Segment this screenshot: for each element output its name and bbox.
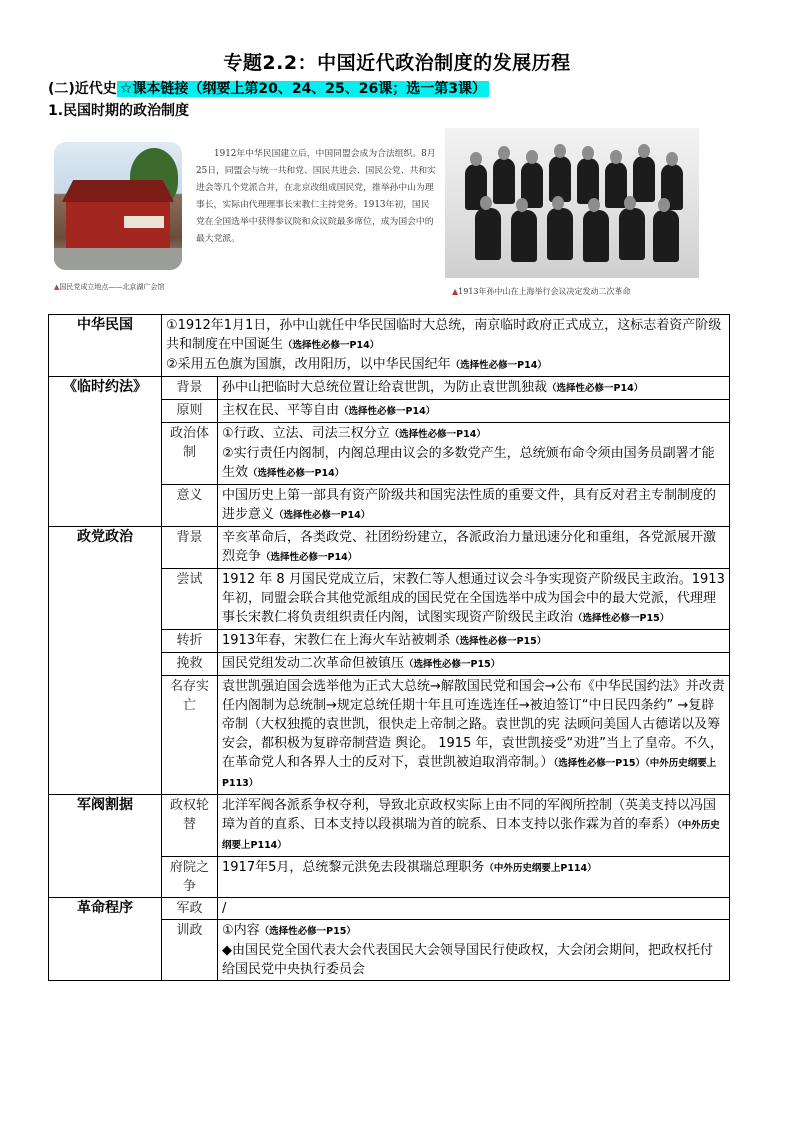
subcategory-cell: 意义 [162,485,218,527]
subcategory-cell: 挽救 [162,653,218,676]
table-row [49,377,730,400]
caption-marker-icon: ▲ [452,287,459,296]
category-cell: 革命程序 [49,898,162,981]
section-heading: 1.民国时期的政治制度 [48,103,190,119]
content-cell: 国民党组发动二次革命但被镇压（选择性必修一P15） [218,653,730,676]
subcategory-cell: 政治体制 [162,423,218,485]
category-cell: 政党政治 [49,527,162,795]
group-photo-1913 [445,128,699,278]
course-link-highlight: ☆课本链接（纲要上第20、24、25、26课；选一第3课） [117,81,489,97]
right-photo-caption: ▲1913年孙中山在上海举行会议决定发动二次革命 [452,287,631,296]
subcategory-cell: 背景 [162,527,218,569]
course-link-line [48,78,489,98]
content-cell: 孙中山把临时大总统位置让给袁世凯，为防止袁世凯独裁（选择性必修一P14） [218,377,730,400]
subcategory-cell: 转折 [162,630,218,653]
subcategory-cell: 政权轮替 [162,795,218,857]
content-cell: 中国历史上第一部具有资产阶级共和国宪法性质的重要文件，具有反对君主专制制度的进步意义（选择性必修一P14） [218,485,730,527]
content-cell: 北洋军阀各派系争权夺利，导致北京政权实际上由不同的军阀所控制（英美支持以冯国璋为首的直系、日本支持以段祺瑞为首的皖系、日本支持以张作霖为首的奉系）（中外历史纲要上P114） [218,795,730,857]
content-cell: 1917年5月，总统黎元洪免去段祺瑞总理职务（中外历史纲要上P114） [218,857,730,898]
subcategory-cell: 训政 [162,920,218,981]
caption-marker-icon: ▲ [54,283,60,291]
content-cell: 辛亥革命后，各类政党、社团纷纷建立，各派政治力量迅速分化和重组，各党派展开激烈竞争（选择性必修一P14） [218,527,730,569]
content-cell: 1913年春，宋教仁在上海火车站被刺杀（选择性必修一P15） [218,630,730,653]
content-cell: 1912 年 8 月国民党成立后，宋教仁等人想通过议会斗争实现资产阶级民主政治。1913年初，同盟会联合其他党派组成的国民党在全国选举中成为国会中的最大党派，代理理事长宋教仁将负责组织责任内阁，试图实现资产阶级民主政治（选择性必修一P15） [218,569,730,630]
table-row [49,315,730,377]
page-title: 专题2.2：中国近代政治制度的发展历程 [223,52,571,74]
subcategory-cell: 府院之争 [162,857,218,898]
subcategory-cell: 名存实亡 [162,676,218,795]
content-cell: ①1912年1月1日，孙中山就任中华民国临时大总统，南京临时政府正式成立，这标志着资产阶级共和制度在中国诞生（选择性必修一P14） ②采用五色旗为国旗，改用阳历，以中华民国纪年（选择性必修一P14） [162,315,730,377]
huguang-guild-photo [54,142,182,270]
category-cell: 军阀割据 [49,795,162,898]
content-cell: ①内容（选择性必修一P15） ◆由国民党全国代表大会代表国民大会领导国民行使政权，大会闭会期间，把政权托付给国民党中央执行委员会 [218,920,730,981]
table-row [49,898,730,920]
table-row [49,795,730,857]
subcategory-cell: 军政 [162,898,218,920]
kmt-intro-text: 1912年中华民国建立后，中国同盟会成为合法组织。8月25日，同盟会与统一共和党、国民共进会、国民公党、共和实进会等几个党派合并，在北京改组成国民党，推举孙中山为理事长，实际由代理理事长宋教仁主持党务。1913年初，国民党在全国选举中获得参议院和众议院最多席位，成为国会中的最大党派。 [196,149,436,244]
subcategory-cell: 原则 [162,400,218,423]
left-photo-caption: ▲国民党成立地点——北京湖广会馆 [54,283,165,291]
subcategory-cell: 尝试 [162,569,218,630]
content-cell: 袁世凯强迫国会选举他为正式大总统→解散国民党和国会→公布《中华民国约法》并改责任内阁制为总统制→规定总统任期十年且可连选连任→被迫签订“中日民四条约” →复辟帝制（大权独揽的袁世凯，很快走上帝制之路。袁世凯的宪 法顾问美国人古德诺以及筹安会，都积极为复辟帝制营造 舆论。 1915 年，袁世凯接受“劝进”当上了皇帝。不久， 在革命党人和各界人士的反对下，袁世凯被迫取消帝制。）（选择性必修一P15）（中外历史纲要上P113） [218,676,730,795]
content-cell: / [218,898,730,920]
table-row [49,527,730,569]
category-cell: 中华民国 [49,315,162,377]
category-cell: 《临时约法》 [49,377,162,527]
content-cell: 主权在民、平等自由（选择性必修一P14） [218,400,730,423]
content-cell: ①行政、立法、司法三权分立（选择性必修一P14） ②实行责任内阁制，内阁总理由议会的多数党产生，总统颁布命令须由国务员副署才能生效（选择性必修一P14） [218,423,730,485]
subcategory-cell: 背景 [162,377,218,400]
subtitle-prefix: (二)近代史 [48,81,117,97]
political-system-table [48,314,730,981]
